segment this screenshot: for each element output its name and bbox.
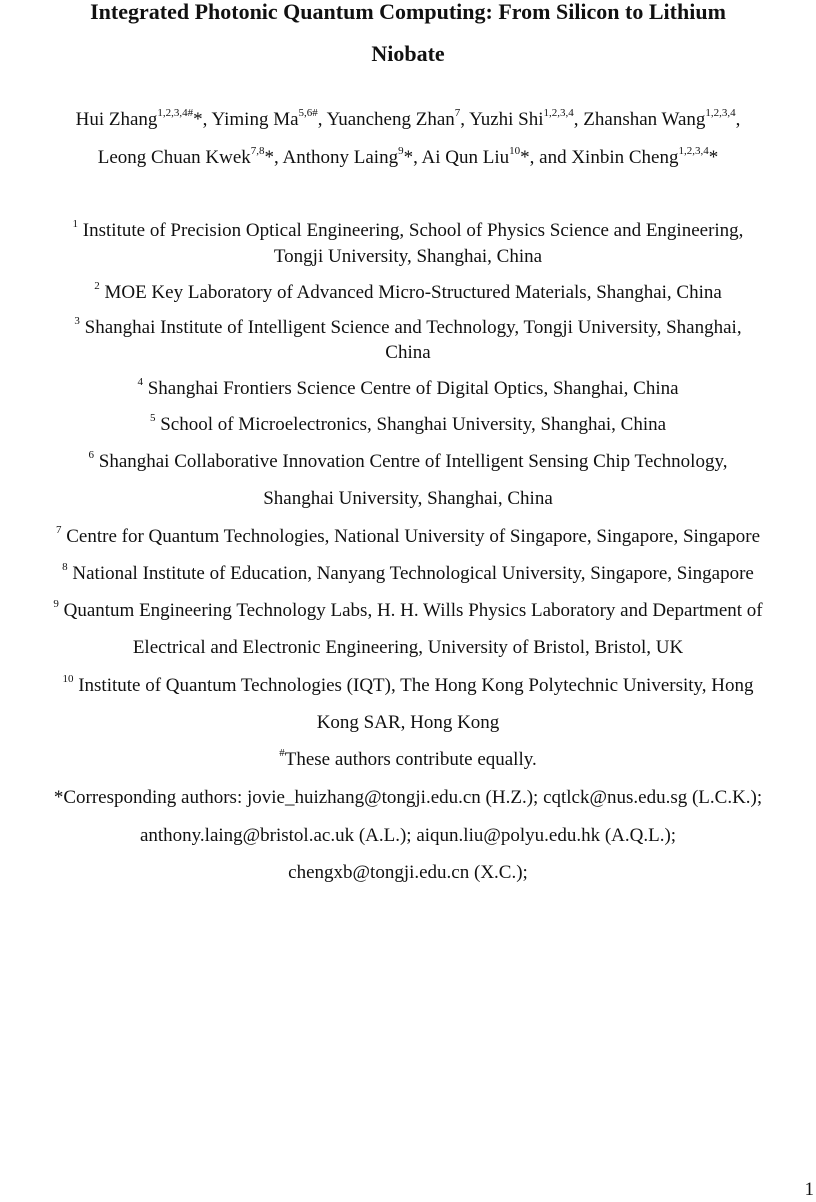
affiliation-6-continued (0, 487, 816, 511)
affiliation-10 (0, 674, 816, 698)
corresponding-authors-line-1: *Corresponding authors: jovie_huizhang@tongji.edu.cn (H.Z.); cqtlck@nus.edu.sg (L.C.K.); (53, 787, 763, 808)
author-separator: *, (403, 147, 422, 168)
author-affiliation-marker: 1,2,3,4 (678, 144, 709, 157)
affiliation-marker: 5 (149, 411, 156, 424)
affiliation-text: Quantum Engineering Technology Labs, H. H. Wills Physics Laboratory and Department of (63, 600, 763, 621)
affiliation-1-continued (0, 245, 816, 269)
affiliation-9-continued (0, 636, 816, 660)
equal-contribution-note (0, 748, 816, 772)
author-affiliation-marker: 1,2,3,4 (705, 106, 736, 119)
author-list-line-1 (0, 108, 816, 132)
author-separator: * (708, 147, 719, 168)
paper-title-line-1: Integrated Photonic Quantum Computing: From Silicon to Lithium (90, 0, 726, 24)
affiliation-text: Shanghai University, Shanghai, China (263, 488, 553, 509)
author-separator: , (735, 109, 741, 130)
author-entry (211, 106, 327, 130)
affiliation-5 (0, 413, 816, 437)
affiliation-marker: 9 (53, 597, 59, 610)
author-affiliation-marker: 5,6# (298, 106, 318, 119)
affiliation-text: China (385, 342, 431, 363)
author-entry (75, 106, 212, 130)
author-name: Yiming Ma (211, 109, 299, 130)
corresponding-authors-line-2: anthony.laing@bristol.ac.uk (A.L.); aiqun.liu@polyu.edu.hk (A.Q.L.); (139, 825, 677, 846)
author-separator: , (317, 109, 327, 130)
author-name: Yuzhi Shi (469, 109, 544, 130)
paper-title-line-2: Niobate (371, 41, 445, 66)
affiliation-marker: 10 (62, 672, 74, 685)
author-entry (421, 144, 572, 168)
author-entry (571, 144, 719, 168)
affiliation-3 (0, 316, 816, 340)
equal-contribution-text: These authors contribute equally. (284, 749, 537, 770)
author-separator: , (460, 109, 470, 130)
affiliation-marker: 8 (62, 560, 68, 573)
author-entry (97, 144, 283, 168)
author-separator: , (573, 109, 584, 130)
author-name: Anthony Laing (282, 147, 399, 168)
affiliation-text: National Institute of Education, Nanyang Technological University, Singapore, Singapore (72, 563, 754, 584)
author-affiliation-marker: 1,2,3,4# (157, 106, 194, 119)
affiliation-text: Shanghai Collaborative Innovation Centre of Intelligent Sensing Chip Technology, (98, 451, 728, 472)
author-affiliation-marker: 7 (454, 106, 461, 119)
affiliation-1 (0, 219, 816, 243)
author-affiliation-marker: 9 (398, 144, 404, 157)
author-entry (326, 106, 470, 130)
author-name: Hui Zhang (75, 109, 158, 130)
affiliation-4 (0, 377, 816, 401)
author-separator: *, (193, 109, 212, 130)
affiliation-text: MOE Key Laboratory of Advanced Micro-Structured Materials, Shanghai, China (104, 282, 722, 303)
author-entry (469, 106, 584, 130)
author-name: Xinbin Cheng (571, 147, 679, 168)
author-name: Leong Chuan Kwek (97, 147, 251, 168)
affiliation-8 (0, 562, 816, 586)
page-number: 1 (804, 1179, 814, 1200)
affiliation-text: Institute of Precision Optical Engineering, School of Physics Science and Engineering, (82, 220, 744, 241)
affiliation-marker: 2 (94, 279, 100, 292)
affiliation-marker: 6 (88, 448, 94, 461)
affiliation-10-continued (0, 711, 816, 735)
author-entry (282, 144, 422, 168)
affiliation-marker: 1 (72, 217, 79, 230)
corresponding-authors-line-3: chengxb@tongji.edu.cn (X.C.); (288, 862, 528, 883)
affiliation-text: Centre for Quantum Technologies, National University of Singapore, Singapore, Singapore (66, 526, 761, 547)
affiliation-9 (0, 599, 816, 623)
affiliation-text: Shanghai Institute of Intelligent Science and Technology, Tongji University, Shanghai, (84, 317, 742, 338)
author-separator: *, (264, 147, 283, 168)
author-affiliation-marker: 7,8 (250, 144, 265, 157)
author-list-line-2 (0, 146, 816, 170)
affiliation-marker: 4 (137, 375, 143, 388)
affiliation-text: School of Microelectronics, Shanghai University, Shanghai, China (160, 414, 667, 435)
affiliation-text: Electrical and Electronic Engineering, University of Bristol, Bristol, UK (132, 637, 684, 658)
author-name: Ai Qun Liu (421, 147, 510, 168)
affiliation-3-continued (0, 341, 816, 365)
author-separator: *, and (520, 147, 572, 168)
affiliation-2 (0, 281, 816, 305)
affiliation-marker: 7 (55, 523, 62, 536)
author-entry (583, 106, 741, 130)
author-name: Zhanshan Wang (583, 109, 706, 130)
affiliation-text: Institute of Quantum Technologies (IQT), The Hong Kong Polytechnic University, Hong (78, 675, 754, 696)
author-name: Yuancheng Zhan (326, 109, 455, 130)
affiliation-marker: 3 (74, 314, 80, 327)
author-affiliation-marker: 1,2,3,4 (543, 106, 574, 119)
equal-contribution-marker: # (279, 746, 285, 759)
affiliation-text: Tongji University, Shanghai, China (273, 246, 543, 267)
affiliation-text: Shanghai Frontiers Science Centre of Digital Optics, Shanghai, China (147, 378, 679, 399)
affiliation-6 (0, 450, 816, 474)
affiliation-7 (0, 525, 816, 549)
affiliation-text: Kong SAR, Hong Kong (316, 712, 500, 733)
author-affiliation-marker: 10 (509, 144, 521, 157)
